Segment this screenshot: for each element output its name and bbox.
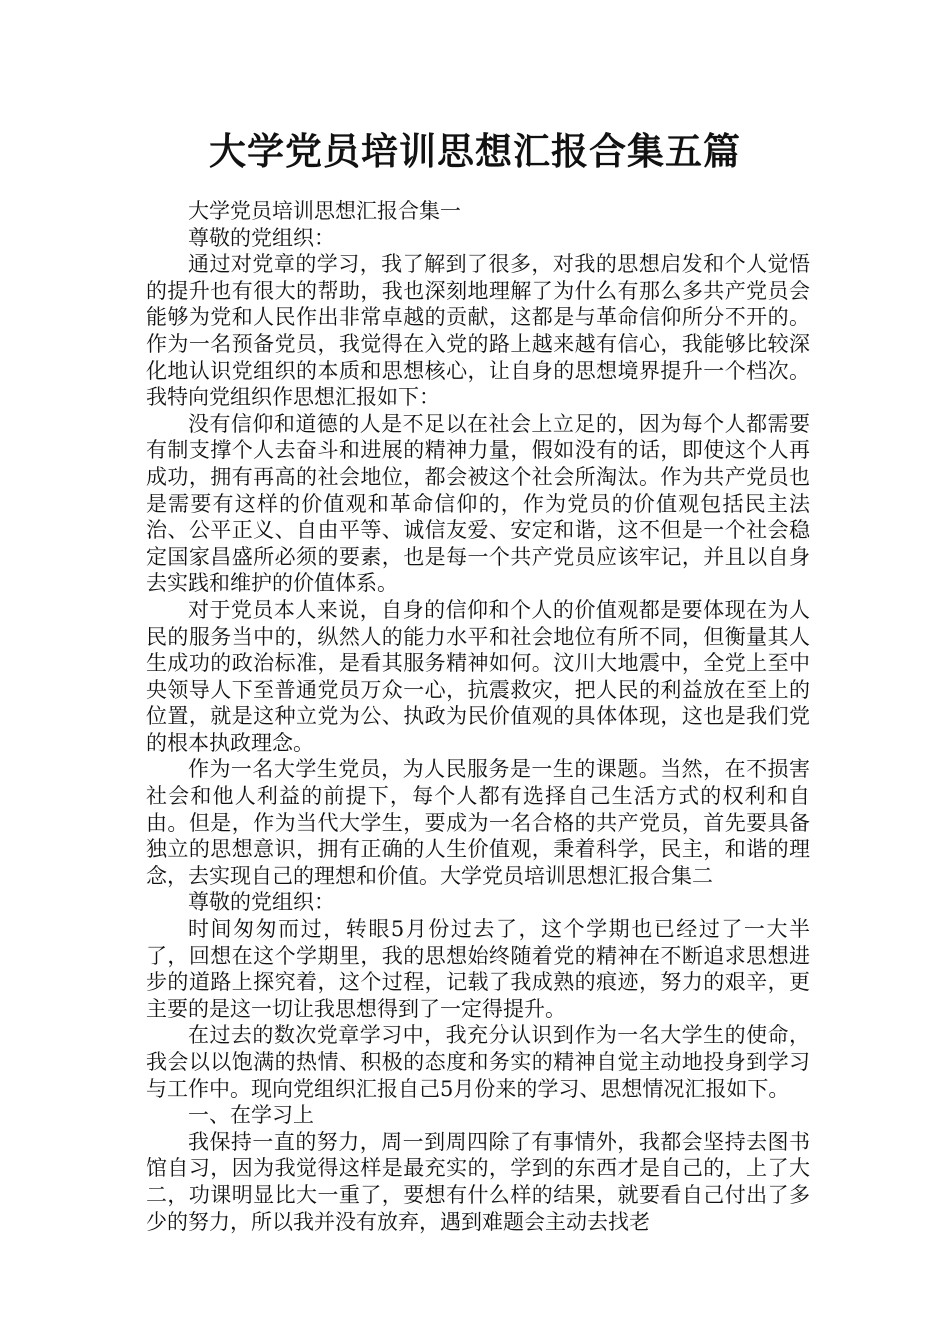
- body-paragraph: 在过去的数次党章学习中，我充分认识到作为一名大学生的使命，我会以以饱满的热情、积极的态度和务实的精神自觉主动地投身到学习与工作中。现向党组织汇报自己5月份来的学习、思想情况汇报如下。: [146, 1023, 810, 1101]
- document-body: [146, 198, 810, 1235]
- body-paragraph: 对于党员本人来说，自身的信仰和个人的价值观都是要体现在为人民的服务当中的，纵然人的能力水平和社会地位有所不同，但衡量其人生成功的政治标准，是看其服务精神如何。汶川大地震中，全党上至中央领导人下至普通党员万众一心，抗震救灾，把人民的利益放在至上的位置，就是这种立党为公、执政为民价值观的具体体现，这也是我们党的根本执政理念。: [146, 597, 810, 755]
- body-paragraph: 通过对党章的学习，我了解到了很多，对我的思想启发和个人觉悟的提升也有很大的帮助，我也深刻地理解了为什么有那么多共产党员会能够为党和人民作出非常卓越的贡献，这都是与革命信仰所分不开的。作为一名预备党员，我觉得在入党的路上越来越有信心，我能够比较深化地认识党组织的本质和思想核心，让自身的思想境界提升一个档次。我特向党组织作思想汇报如下：: [146, 252, 810, 410]
- salutation: 尊敬的党组织：: [188, 225, 335, 250]
- salutation: 尊敬的党组织：: [188, 890, 335, 915]
- body-paragraph: 没有信仰和道德的人是不足以在社会上立足的，因为每个人都需要有制支撑个人去奋斗和进展的精神力量，假如没有的话，即使这个人再成功，拥有再高的社会地位，都会被这个社会所淘汰。作为共产党员也是需要有这样的价值观和革命信仰的，作为党员的价值观包括民主法治、公平正义、自由平等、诚信友爱、安定和谐，这不但是一个社会稳定国家昌盛所必须的要素，也是每一个共产党员应该牢记，并且以自身去实践和维护的价值体系。: [146, 411, 810, 596]
- body-paragraph: 我保持一直的努力，周一到周四除了有事情外，我都会坚持去图书馆自习，因为我觉得这样是最充实的，学到的东西才是自己的，上了大二，功课明显比大一重了，要想有什么样的结果，就要看自己付出了多少的努力，所以我并没有放弃，遇到难题会主动去找老: [146, 1129, 810, 1234]
- body-paragraph: 时间匆匆而过，转眼5月份过去了，这个学期也已经过了一大半了，回想在这个学期里，我的思想始终随着党的精神在不断追求思想进步的道路上探究着，这个过程，记载了我成熟的痕迹，努力的艰辛，更主要的是这一切让我思想得到了一定得提升。: [146, 917, 810, 1021]
- document-title: 大学党员培训思想汇报合集五篇: [209, 130, 741, 173]
- subsection-heading: 一、在学习上: [188, 1103, 314, 1128]
- section-heading-1: 大学党员培训思想汇报合集一: [188, 199, 461, 223]
- body-paragraph: 作为一名大学生党员，为人民服务是一生的课题。当然，在不损害社会和他人利益的前提下，每个人都有选择自己生活方式的权利和自由。但是，作为当代大学生，要成为一名合格的共产党员，首先要具备独立的思想意识，拥有正确的人生价值观，秉着科学，民主，和谐的理念，去实现自己的理想和价值。大学党员培训思想汇报合集二: [146, 757, 810, 888]
